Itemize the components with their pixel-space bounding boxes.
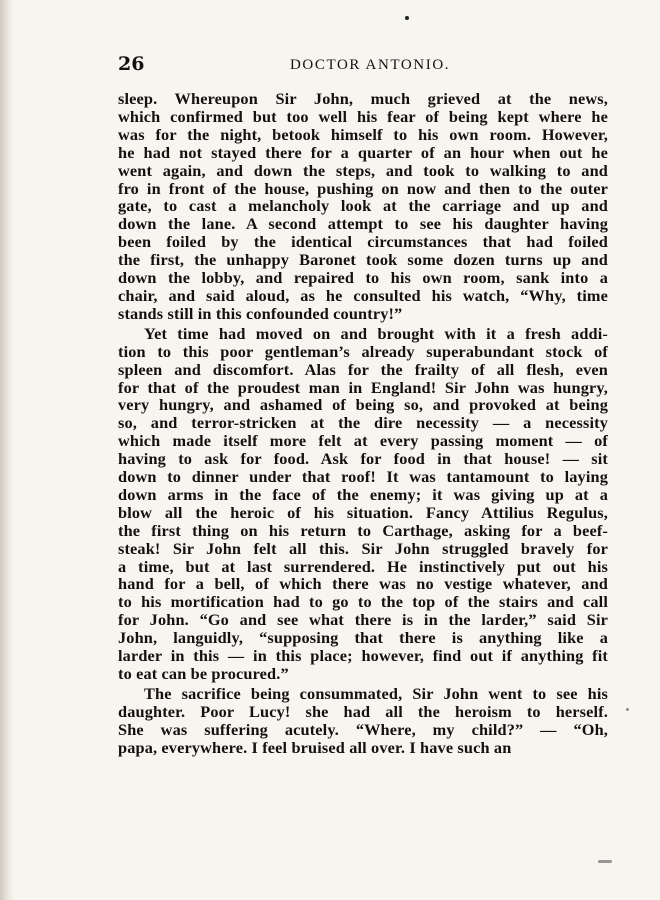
text-line: spleen and discomfort. Alas for the frailty of all flesh, even bbox=[118, 359, 608, 379]
page-gutter-shadow bbox=[0, 0, 14, 900]
text-line: down the lane. A second attempt to see his daughter having bbox=[118, 214, 608, 234]
page-header bbox=[118, 52, 610, 76]
text-line: gate, to cast a melancholy look at the carriage and up and bbox=[118, 196, 608, 216]
text-line: the first thing on his return to Carthage, asking for a beef- bbox=[118, 520, 608, 540]
paragraph bbox=[118, 325, 608, 683]
text-line: was for the night, betook himself to his own room. However, bbox=[118, 124, 608, 144]
text-line: John, languidly, “supposing that there is anything like a bbox=[118, 628, 608, 648]
text-line: which made itself more felt at every passing moment — of bbox=[118, 431, 608, 451]
print-speck bbox=[626, 708, 629, 711]
paragraph bbox=[118, 685, 608, 757]
text-line: so, and terror-stricken at the dire necessity — a necessity bbox=[118, 413, 608, 433]
text-line: chair, and said aloud, as he consulted his watch, “Why, time bbox=[118, 285, 608, 305]
text-line: down to dinner under that roof! It was tantamount to laying bbox=[118, 467, 608, 487]
body-text bbox=[118, 90, 608, 759]
print-speck bbox=[405, 16, 409, 20]
text-line: having to ask for food. Ask for food in that house! — sit bbox=[118, 449, 608, 469]
text-line: hand for a bell, of which there was no vestige whatever, and bbox=[118, 574, 608, 594]
text-line: Yet time had moved on and brought with it a fresh addi- bbox=[144, 323, 608, 343]
text-line: sleep. Whereupon Sir John, much grieved at the news, bbox=[118, 89, 608, 108]
text-line: She was suffering acutely. “Where, my child?” — “Oh, bbox=[118, 719, 608, 739]
text-line: larder in this — in this place; however, find out if anything fit bbox=[118, 646, 608, 666]
text-line: to his mortification had to go to the top of the stairs and call bbox=[118, 592, 608, 612]
page-number: 26 bbox=[118, 53, 145, 75]
text-line: papa, everywhere. I feel bruised all over. I have such an bbox=[118, 737, 512, 757]
print-speck bbox=[598, 860, 612, 863]
text-line: fro in front of the house, pushing on now and then to the outer bbox=[118, 178, 608, 198]
text-line: which confirmed but too well his fear of being kept where he bbox=[118, 106, 608, 126]
text-line: daughter. Poor Lucy! she had all the heroism to herself. bbox=[118, 701, 608, 721]
text-line: a time, but at last surrendered. He instinctively put out his bbox=[118, 556, 608, 576]
text-line: the first, the unhappy Baronet took some dozen turns up and bbox=[118, 250, 608, 270]
paragraph bbox=[118, 90, 608, 323]
text-line: to eat can be procured.” bbox=[118, 664, 289, 683]
text-line: The sacrifice being consummated, Sir John went to see his bbox=[144, 683, 608, 703]
text-line: stands still in this confounded country!” bbox=[118, 303, 403, 323]
text-line: for John. “Go and see what there is in the larder,” said Sir bbox=[118, 610, 608, 630]
text-line: been foiled by the identical circumstances that had foiled bbox=[118, 232, 608, 252]
text-line: very hungry, and ashamed of being so, and provoked at being bbox=[118, 395, 608, 415]
text-line: for that of the proudest man in England! Sir John was hungry, bbox=[118, 377, 608, 397]
running-title: DOCTOR ANTONIO. bbox=[290, 57, 451, 73]
text-line: went again, and down the steps, and took to walking to and bbox=[118, 160, 608, 180]
text-line: blow all the heroic of his situation. Fancy Attilius Regulus, bbox=[118, 502, 608, 522]
text-line: down arms in the face of the enemy; it was giving up at a bbox=[118, 484, 608, 504]
text-line: tion to this poor gentleman’s already superabundant stock of bbox=[118, 341, 608, 361]
text-line: he had not stayed there for a quarter of an hour when out he bbox=[118, 142, 608, 162]
text-line: down the lobby, and repaired to his own room, sank into a bbox=[118, 268, 608, 288]
text-line: steak! Sir John felt all this. Sir John struggled bravely for bbox=[118, 538, 608, 558]
